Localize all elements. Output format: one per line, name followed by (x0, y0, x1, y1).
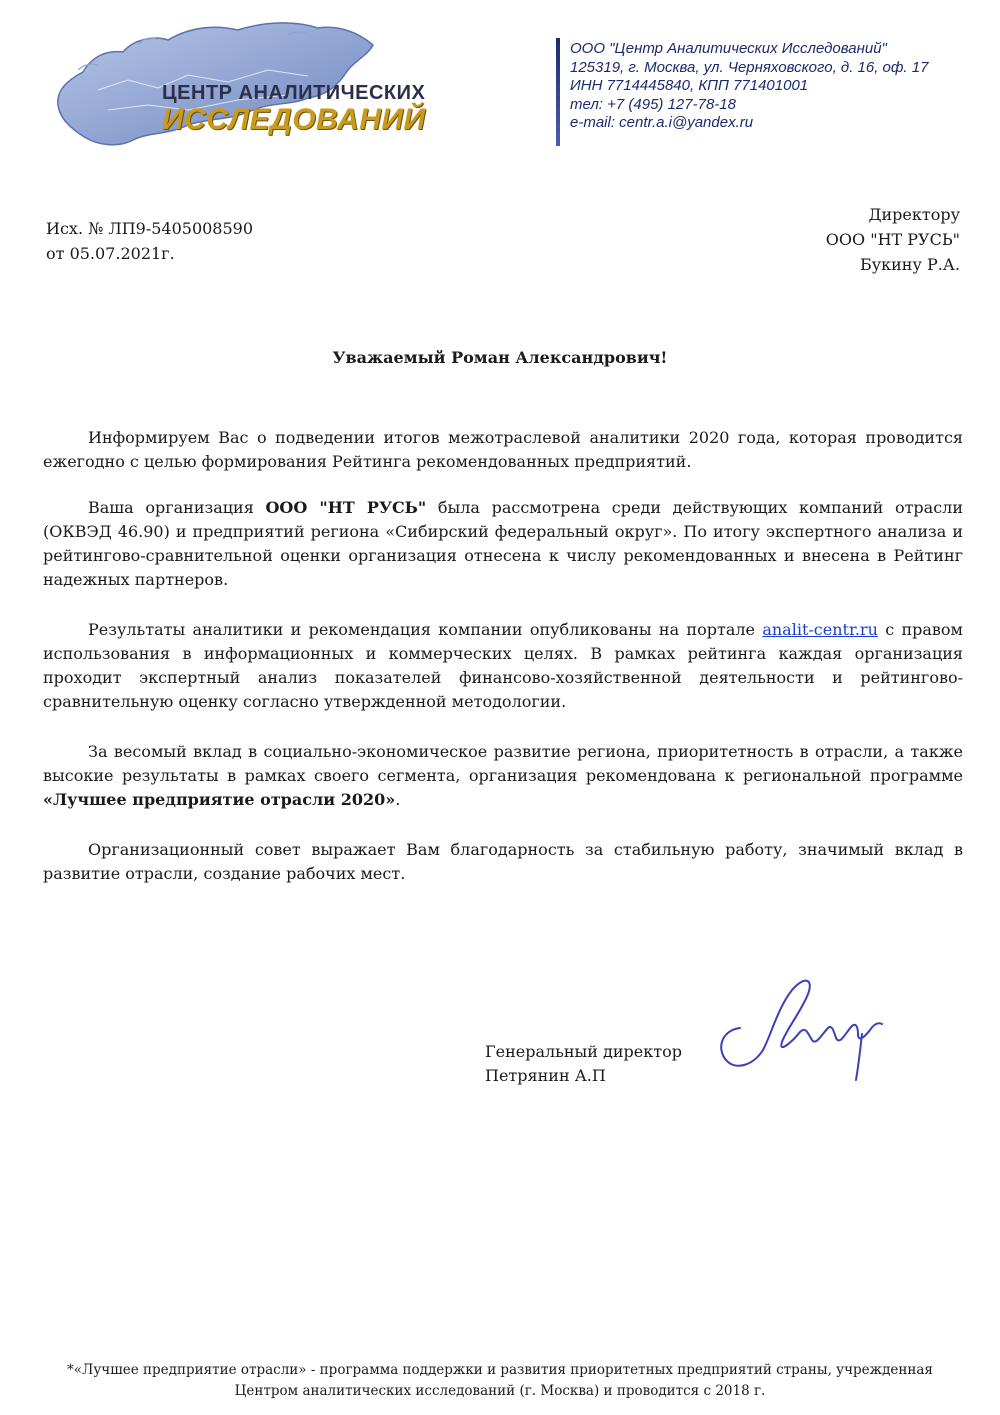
contact-email: e-mail: centr.a.i@yandex.ru (570, 114, 754, 131)
paragraph-4-end: . (395, 790, 401, 809)
paragraph-3-intro: Результаты аналитики и рекомендация компании опубликованы на портале (88, 620, 763, 639)
paragraph-1-text: Информируем Вас о подведении итогов межотраслевой аналитики 2020 года, которая проводится ежегодно с целью формирования Рейтинга рекомендованных предприятий. (43, 428, 963, 471)
paragraph-2-rest: была рассмотрена среди действующих компаний отрасли (ОКВЭД 46.90) и предприятий региона «Сибирский федеральный округ». По итогу экспертного анализа и рейтингово-сравнительной оценки организация отнесена к числу рекомендованных и внесена в Рейтинг надежных партнеров. (43, 498, 963, 589)
footnote-line1: *«Лучшее предприятие отрасли» - программа поддержки и развития приоритетных предприятий страны, учрежденная (67, 1362, 933, 1378)
paragraph-5-text: Организационный совет выражает Вам благодарность за стабильную работу, значимый вклад в развитие отрасли, создание рабочих мест. (43, 840, 963, 883)
logo-wordmark (162, 82, 426, 137)
logo-line1: ЦЕНТР АНАЛИТИЧЕСКИХ (162, 82, 426, 104)
contact-phone: тел: +7 (495) 127-78-18 (570, 95, 736, 113)
program-name-bold: «Лучшее предприятие отрасли 2020» (43, 790, 396, 809)
footnote (0, 1360, 1000, 1402)
contact-address: 125319, г. Москва, ул. Черняховского, д. 16, оф. 17 (570, 58, 929, 76)
paragraph-4 (43, 740, 963, 812)
signer-name: Петрянин А.П (485, 1066, 606, 1085)
outgoing-reference (46, 216, 253, 266)
company-name-bold: ООО "НТ РУСЬ" (265, 498, 427, 517)
footnote-line2: Центром аналитических исследований (г. Москва) и проводится с 2018 г. (234, 1383, 766, 1399)
addressee-company: ООО "НТ РУСЬ" (825, 230, 960, 249)
outgoing-date: от 05.07.2021г. (46, 244, 175, 263)
paragraph-2 (43, 496, 963, 592)
outgoing-number: Исх. № ЛП9-5405008590 (46, 219, 254, 238)
paragraph-5 (43, 838, 963, 886)
portal-link[interactable]: analit-centr.ru (762, 620, 878, 639)
paragraph-2-intro: Ваша организация (88, 498, 266, 517)
header-divider (556, 38, 560, 146)
paragraph-3-rest: с правом использования в информационных и коммерческих целях. В рамках рейтинга каждая организация проходит экспертный анализ показателей финансово-хозяйственной деятельности и рейтингово-сравнительную оценку согласно утвержденной методологии. (43, 620, 963, 711)
contact-tax-ids: ИНН 7714445840, КПП 771401001 (570, 77, 809, 94)
letter-greeting: Уважаемый Роман Александрович! (332, 348, 668, 367)
paragraph-1 (43, 426, 963, 474)
paragraph-4-intro: За весомый вклад в социально-экономическое развитие региона, приоритетность в отрасли, а также высокие результаты в рамках своего сегмента, организация рекомендована к региональной программе (43, 742, 963, 785)
contact-company: ООО "Центр Аналитических Исследований" (570, 40, 887, 57)
addressee-block (826, 202, 960, 277)
contact-block (570, 40, 928, 133)
addressee-position: Директору (868, 205, 960, 224)
addressee-name: Букину Р.А. (859, 255, 960, 274)
signer-position: Генеральный директор (485, 1042, 682, 1061)
signer-block (485, 1040, 682, 1088)
handwritten-signature (712, 968, 902, 1088)
logo-line2: ИССЛЕДОВАНИЙ (162, 103, 426, 136)
paragraph-3 (43, 618, 963, 714)
